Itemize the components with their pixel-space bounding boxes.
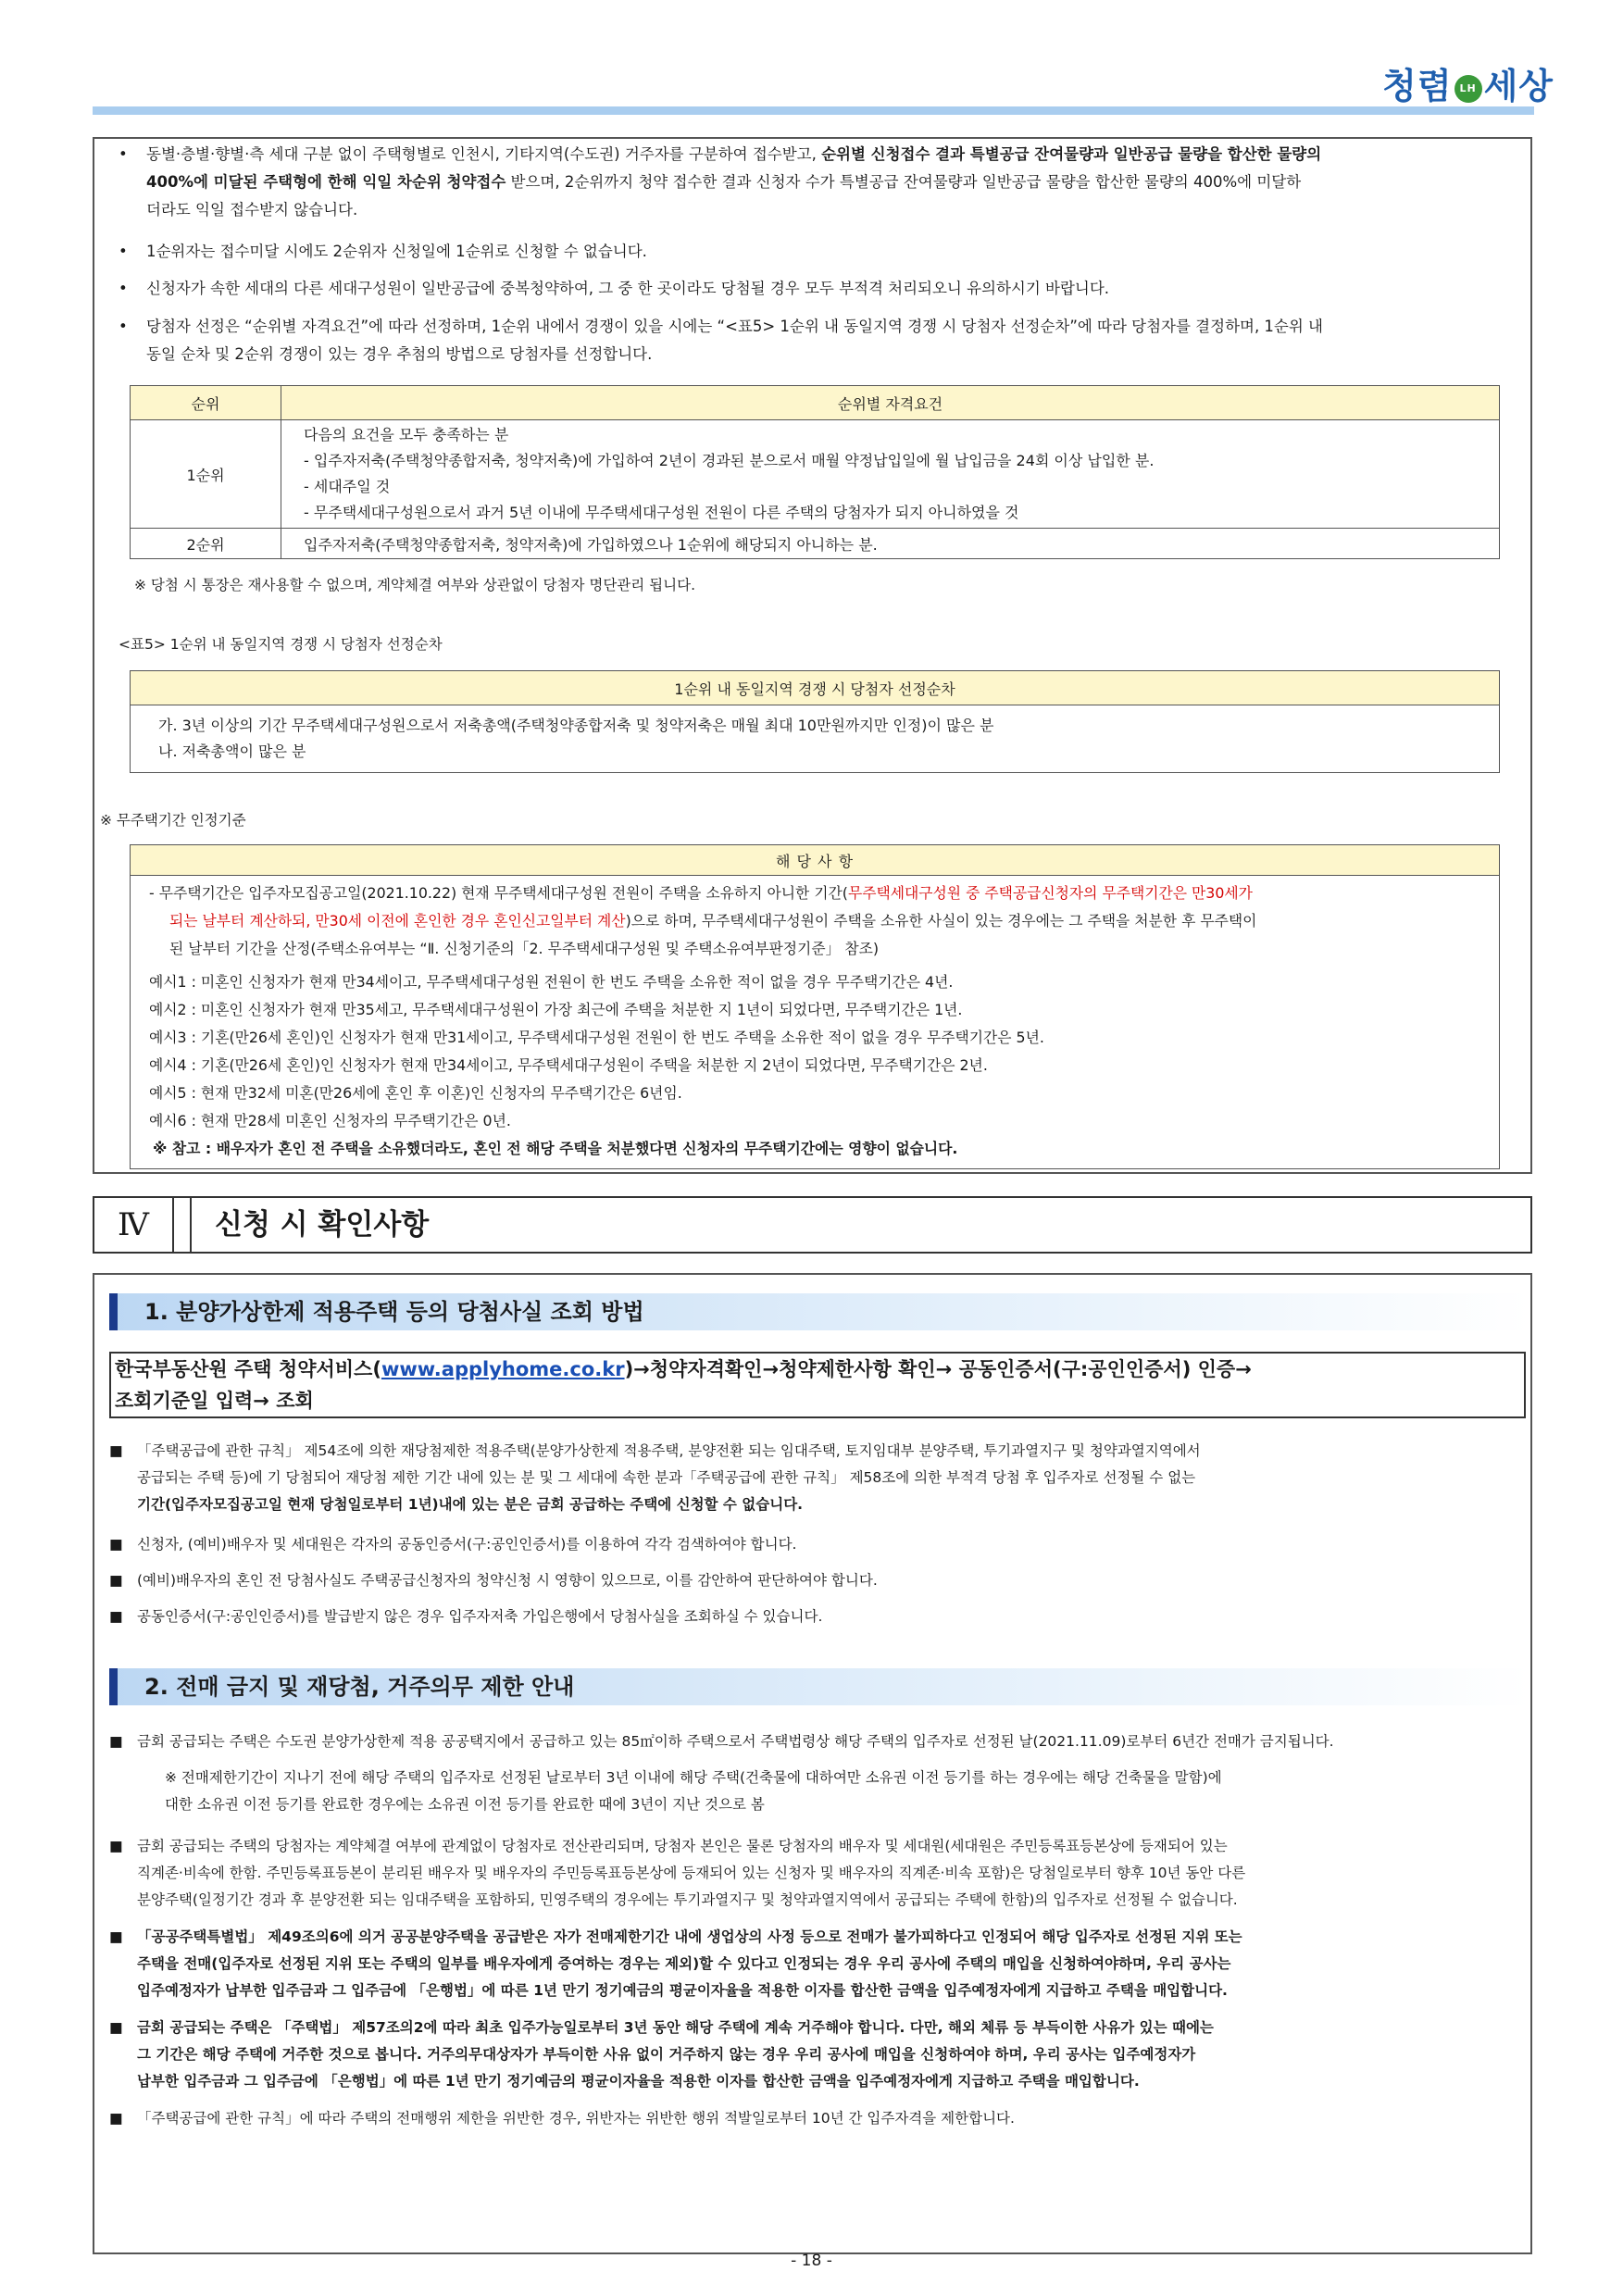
sub1-para-3 xyxy=(109,1567,1526,1593)
example-line: 예시4 : 기혼(만26세 혼인)인 신청자가 현재 만34세이고, 무주택세대구성원이 주택을 처분한 지 2년이 되었다면, 무주택기간은 2년. xyxy=(149,1056,988,1074)
table5-row: 나. 저축총액이 많은 분 xyxy=(158,742,306,760)
bullet-4-text: 당첨자 선정은 “순위별 자격요건”에 따라 선정하며, 1순위 내에서 경쟁이 있을 시에는 “<표5> 1순위 내 동일지역 경쟁 시 당첨자 선정순차”에 따라 당첨자를 결정하며, 1순위 내 xyxy=(146,318,1323,335)
bullet-4: • 당첨자 선정은 “순위별 자격요건”에 따라 선정하며, 1순위 내에서 경쟁이 있을 시에는 “<표5> 1순위 내 동일지역 경쟁 시 당첨자 선정순차”에 따라 당첨자를 결정하며, 1순위 내 동일 순차 및 2순위 경쟁이 있는 경우 추첨의 방법으로 당첨자를 선정합니다. xyxy=(119,318,1323,363)
rank-header: 순위 xyxy=(131,386,281,420)
integrity-logo xyxy=(1382,57,1554,108)
para-line: 납부한 입주금과 그 입주금에 「은행법」에 따른 1년 만기 정기예금의 평균이자율을 적용한 이자를 합산한 금액을 입주예정자에게 지급하고 주택을 매입합니다. xyxy=(137,2073,1140,2090)
bullet-3-text: 신청자가 속한 세대의 다른 세대구성원이 일반공급에 중복청약하여, 그 중 한 곳이라도 당첨될 경우 모두 부적격 처리되오니 유의하시기 바랍니다. xyxy=(146,280,1110,297)
no-house-text: - 무주택기간은 입주자모집공고일(2021.10.22) 현재 무주택세대구성원 전원이 주택을 소유하지 아니한 기간( xyxy=(149,884,848,902)
table5-row: 가. 3년 이상의 기간 무주택세대구성원으로서 저축총액(주택청약종합저축 및 청약저축은 매월 최대 10만원까지만 인정)이 많은 분 xyxy=(158,717,994,734)
no-house-body xyxy=(131,876,1500,1169)
subsection-2-header xyxy=(109,1668,1530,1705)
bullet-4-text-2: 동일 순차 및 2순위 경쟁이 있는 경우 추첨의 방법으로 당첨자를 선정합니다. xyxy=(146,345,653,363)
para-line: 주택을 전매(입주자로 선정된 지위 또는 주택의 일부를 배우자에게 증여하는 경우는 제외)할 수 있다고 인정되는 경우 우리 공사에 주택의 매입을 신청하여야하며, 우리 공사는 xyxy=(137,1955,1231,1972)
no-house-table xyxy=(130,844,1500,1169)
page-number: - 18 - xyxy=(791,2252,832,2270)
sub1-para-1 xyxy=(109,1438,1526,1518)
bullet-2-text: 1순위자는 접수미달 시에도 2순위자 신청일에 1순위로 신청할 수 없습니다. xyxy=(146,243,647,260)
logo-text-1: 청렴 xyxy=(1382,66,1453,106)
bullet-1-text: 동별·층별·향별·측 세대 구분 없이 주택형별로 인천시, 기타지역(수도권) 거주자를 구분하여 접수받고, xyxy=(146,145,822,163)
rank-1-line: - 입주자저축(주택청약종합저축, 청약저축)에 가입하여 2년이 경과된 분으로서 매월 약정납입일에 월 납입금을 24회 이상 납입한 분. xyxy=(304,452,1155,469)
para-line: 「주택공급에 관한 규칙」에 따라 주택의 전매행위 제한을 위반한 경우, 위반자는 위반한 행위 적발일로부터 10년 간 입주자격을 제한합니다. xyxy=(137,2110,1015,2127)
subsection-marker xyxy=(109,1668,118,1705)
table5 xyxy=(130,670,1500,773)
example-line: 예시6 : 현재 만28세 미혼인 신청자의 무주택기간은 0년. xyxy=(149,1112,511,1129)
rank-1-line: - 세대주일 것 xyxy=(304,478,391,495)
para-line: 기간(입주자모집공고일 현재 당첨일로부터 1년)내에 있는 분은 금회 공급하는 주택에 신청할 수 없습니다. xyxy=(137,1496,804,1513)
square-bullet-icon: ■ xyxy=(109,1442,123,1459)
logo-emblem-icon: LH xyxy=(1454,75,1482,103)
note-line: ※ 전매제한기간이 지나기 전에 해당 주택의 입주자로 선정된 날로부터 3년 이내에 해당 주택(건축물에 대하여만 소유권 이전 등기를 하는 경우에는 해당 건축물을 말함)에 xyxy=(165,1769,1222,1786)
square-bullet-icon: ■ xyxy=(109,2019,123,2036)
sub2-para-4 xyxy=(109,2015,1526,2095)
rank-2-requirement: 입주자저축(주택청약종합저축, 청약저축)에 가입하였으나 1순위에 해당되지 아니하는 분. xyxy=(281,529,1500,559)
para-line: 금회 공급되는 주택은 「주택법」 제57조의2에 따라 최초 입주가능일로부터 3년 동안 해당 주택에 계속 거주해야 합니다. 다만, 해외 체류 등 부득이한 사유가 있는 때에는 xyxy=(137,2019,1214,2036)
para-line: (예비)배우자의 혼인 전 당첨사실도 주택공급신청자의 청약신청 시 영향이 있으므로, 이를 감안하여 판단하여야 합니다. xyxy=(137,1572,878,1589)
para-line: 분양주택(일정기간 경과 후 분양전환 되는 임대주택을 포함하되, 민영주택의 경우에는 투기과열지구 및 청약과열지역에서 공급되는 주택에 한함)의 입주자로 선정될 수 없습니다. xyxy=(137,1891,1238,1908)
square-bullet-icon: ■ xyxy=(109,2110,123,2127)
no-house-text: )으로 하며, 무주택세대구성원이 주택을 소유한 사실이 있는 경우에는 그 주택을 처분한 후 무주택이 xyxy=(625,912,1257,930)
sub1-para-2 xyxy=(109,1531,1526,1557)
rank-2-label: 2순위 xyxy=(131,529,281,559)
example-line: 예시3 : 기혼(만26세 혼인)인 신청자가 현재 만31세이고, 무주택세대구성원 전원이 한 번도 주택을 소유한 적이 없을 경우 무주택기간은 5년. xyxy=(149,1029,1044,1046)
sub2-para-5 xyxy=(109,2105,1526,2131)
rank-1-line: - 무주택세대구성원으로서 과거 5년 이내에 무주택세대구성원 전원이 다른 주택의 당첨자가 되지 아니하였을 것 xyxy=(304,504,1019,521)
header-rule xyxy=(93,106,1534,115)
table5-header: 1순위 내 동일지역 경쟁 시 당첨자 선정순차 xyxy=(131,671,1500,705)
para-line: 그 기간은 해당 주택에 거주한 것으로 봅니다. 거주의무대상자가 부득이한 사유 없이 거주하지 않는 경우 우리 공사에 매입을 신청하여야 하며, 우리 공사는 입주예정자가 xyxy=(137,2046,1196,2063)
rank-qualification-table xyxy=(130,385,1500,559)
logo-text-2: 세상 xyxy=(1483,66,1554,106)
sub2-para-3 xyxy=(109,1924,1526,2004)
passbook-note: ※ 당첨 시 통장은 재사용할 수 없으며, 계약체결 여부와 상관없이 당첨자 명단관리 됩니다. xyxy=(134,577,696,593)
applyhome-link[interactable]: www.applyhome.co.kr xyxy=(381,1358,625,1380)
table5-body xyxy=(131,705,1500,773)
para-line: 「주택공급에 관한 규칙」 제54조에 의한 재당첨제한 적용주택(분양가상한제 적용주택, 분양전환 되는 임대주택, 토지임대부 분양주택, 투기과열지구 및 청약과열지역에서 xyxy=(137,1442,1201,1459)
subsection-marker xyxy=(109,1293,118,1330)
inquiry-text: )→청약자격확인→청약제한사항 확인→ 공동인증서(구:공인인증서) 인증→ xyxy=(624,1358,1252,1380)
inquiry-method-box xyxy=(109,1352,1526,1418)
square-bullet-icon: ■ xyxy=(109,1608,123,1625)
square-bullet-icon: ■ xyxy=(109,1928,123,1945)
no-house-red-text: 되는 날부터 계산하되, 만30세 이전에 혼인한 경우 혼인신고일부터 계산 xyxy=(169,912,626,930)
table5-caption: <표5> 1순위 내 동일지역 경쟁 시 당첨자 선정순차 xyxy=(119,636,443,653)
bullet-1-text-3: 더라도 익일 접수받지 않습니다. xyxy=(146,201,358,218)
example-line: 예시5 : 현재 만32세 미혼(만26세에 혼인 후 이혼)인 신청자의 무주택기간은 6년임. xyxy=(149,1084,682,1102)
para-line: 금회 공급되는 주택의 당첨자는 계약체결 여부에 관계없이 당첨자로 전산관리되며, 당첨자 본인은 물론 당첨자의 배우자 및 세대원(세대원은 주민등록표등본상에 등재되어 있는 xyxy=(137,1838,1228,1854)
sub2-para-1 xyxy=(109,1728,1526,1754)
square-bullet-icon: ■ xyxy=(109,1536,123,1553)
reference-note: ※ 참고 : 배우자가 혼인 전 주택을 소유했더라도, 혼인 전 해당 주택을 처분했다면 신청자의 무주택기간에는 영향이 없습니다. xyxy=(153,1140,958,1157)
square-bullet-icon: ■ xyxy=(109,1838,123,1854)
rank-1-label: 1순위 xyxy=(131,420,281,529)
para-line: 「공공주택특별법」 제49조의6에 의거 공공분양주택을 공급받은 자가 전매제한기간 내에 생업상의 사정 등으로 전매가 불가피하다고 인정되어 해당 입주자로 선정된 지위 또는 xyxy=(137,1928,1242,1945)
square-bullet-icon: ■ xyxy=(109,1733,123,1750)
para-line: 금회 공급되는 주택은 수도권 분양가상한제 적용 공공택지에서 공급하고 있는 85㎡이하 주택으로서 주택법령상 해당 주택의 입주자로 선정된 날(2021.11.09)로부터 6년간 전매가 금지됩니다. xyxy=(137,1733,1334,1750)
example-line: 예시2 : 미혼인 신청자가 현재 만35세고, 무주택세대구성원이 가장 최근에 주택을 처분한 지 1년이 되었다면, 무주택기간은 1년. xyxy=(149,1001,963,1018)
inquiry-text: 한국부동산원 주택 청약서비스( xyxy=(115,1358,381,1380)
para-line: 신청자, (예비)배우자 및 세대원은 각자의 공동인증서(구:공인인증서)를 이용하여 각각 검색하여야 합니다. xyxy=(137,1536,797,1553)
no-house-text: 된 날부터 기간을 산정(주택소유여부는 “Ⅱ. 신청기준의「2. 무주택세대구성원 및 주택소유여부판정기준」 참조) xyxy=(169,940,880,957)
subsection-1-header xyxy=(109,1293,1530,1330)
square-bullet-icon: ■ xyxy=(109,1572,123,1589)
para-line: 직계존·비속에 한함. 주민등록표등본이 분리된 배우자 및 배우자의 주민등록표등본상에 등재되어 있는 신청자 및 배우자의 직계존·비속 포함)은 당첨일로부터 향후 10년 동안 다른 xyxy=(137,1865,1246,1881)
bullet-2: • 1순위자는 접수미달 시에도 2순위자 신청일에 1순위로 신청할 수 없습니다. xyxy=(119,238,1526,266)
example-line: 예시1 : 미혼인 신청자가 현재 만34세이고, 무주택세대구성원 전원이 한 번도 주택을 소유한 적이 없을 경우 무주택기간은 4년. xyxy=(149,973,954,991)
section-4-title: 신청 시 확인사항 xyxy=(215,1208,430,1242)
bullet-1-bold-2: 400%에 미달된 주택형에 한해 익일 차순위 청약접수 xyxy=(146,173,506,191)
section-4-divider xyxy=(190,1196,194,1254)
rank-1-requirements xyxy=(281,420,1500,529)
no-house-red-text: 무주택세대구성원 중 주택공급신청자의 무주택기간은 만30세가 xyxy=(847,884,1253,902)
subsection-1-title: 1. 분양가상한제 적용주택 등의 당첨사실 조회 방법 xyxy=(144,1299,644,1325)
bullet-1-bold: 순위별 신청접수 결과 특별공급 잔여물량과 일반공급 물량을 합산한 물량의 xyxy=(821,145,1322,163)
note-line: 대한 소유권 이전 등기를 완료한 경우에는 소유권 이전 등기를 완료한 때에 3년이 지난 것으로 봄 xyxy=(165,1796,765,1813)
no-house-header: 해 당 사 항 xyxy=(131,845,1500,876)
no-house-title: ※ 무주택기간 인정기준 xyxy=(100,812,246,829)
sub2-para-2 xyxy=(109,1833,1526,1914)
para-line: 입주예정자가 납부한 입주금과 그 입주금에 「은행법」에 따른 1년 만기 정기예금의 평균이자율을 적용한 이자를 합산한 금액을 입주예정자에게 지급하고 주택을 매입합니다. xyxy=(137,1982,1228,1999)
bullet-3: • 신청자가 속한 세대의 다른 세대구성원이 일반공급에 중복청약하여, 그 중 한 곳이라도 당첨될 경우 모두 부적격 처리되오니 유의하시기 바랍니다. xyxy=(119,275,1526,303)
bullet-1: • 동별·층별·향별·측 세대 구분 없이 주택형별로 인천시, 기타지역(수도권) 거주자를 구분하여 접수받고, 순위별 신청접수 결과 특별공급 잔여물량과 일반공급 물량을 합산한 물량의 400%에 미달된 주택형에 한해 익일 차순위 청약접수 받으며, 2순위까지 청약 접수한 결과 신청자 수가 특별공급 잔여물량과 일반공급 물량을 합산한 물량의 400%에 미달하 더라도 익일 접수받지 않습니다. xyxy=(119,145,1322,218)
section-4-number: Ⅳ xyxy=(93,1196,174,1254)
inquiry-text: 조회기준일 입력→ 조회 xyxy=(115,1390,314,1412)
subsection-2-title: 2. 전매 금지 및 재당첨, 거주의무 제한 안내 xyxy=(144,1674,575,1700)
para-line: 공동인증서(구:공인인증서)를 발급받지 않은 경우 입주자저축 가입은행에서 당첨사실을 조회하실 수 있습니다. xyxy=(137,1608,823,1625)
qualification-header: 순위별 자격요건 xyxy=(281,386,1500,420)
bullet-1-text-2: 받으며, 2순위까지 청약 접수한 결과 신청자 수가 특별공급 잔여물량과 일반공급 물량을 합산한 물량의 400%에 미달하 xyxy=(506,173,1302,191)
rank-1-line: 다음의 요건을 모두 충족하는 분 xyxy=(304,426,509,443)
para-line: 공급되는 주택 등)에 기 당첨되어 재당첨 제한 기간 내에 있는 분 및 그 세대에 속한 분과「주택공급에 관한 규칙」 제58조에 의한 부적격 당첨 후 입주자로 선정될 수 없는 xyxy=(137,1469,1196,1486)
sub2-note xyxy=(165,1765,1526,1818)
sub1-para-4 xyxy=(109,1603,1526,1629)
